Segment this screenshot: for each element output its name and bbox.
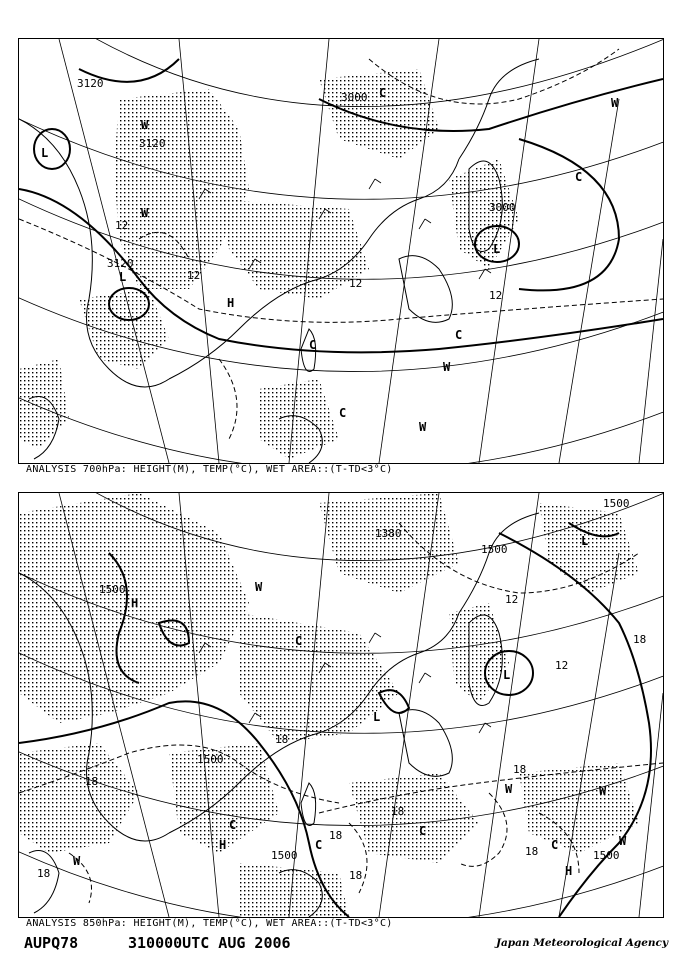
caption-700hpa: ANALYSIS 700hPa: HEIGHT(M), TEMP(°C), WET AREA::(T-TD<3°C) <box>26 464 393 475</box>
height-label: 1380 <box>375 527 402 540</box>
cold-center: C <box>455 328 463 342</box>
warm-center: W <box>599 784 607 798</box>
high-center: H <box>565 864 573 878</box>
temp-label: 12 <box>187 269 201 282</box>
height-label: 3000 <box>341 91 368 104</box>
height-label: 1500 <box>481 543 508 556</box>
cold-center: C <box>419 824 427 838</box>
agency-name: Japan Meteorological Agency <box>496 937 669 949</box>
height-label: 3120 <box>107 257 134 270</box>
cold-center: C <box>339 406 347 420</box>
temp-label: 12 <box>349 277 363 290</box>
cold-center: C <box>575 170 583 184</box>
temp-label: 12 <box>115 219 129 232</box>
warm-center: W <box>255 580 263 594</box>
low-center: L <box>119 270 127 284</box>
warm-center: W <box>141 206 149 220</box>
low-center: L <box>581 534 589 548</box>
temp-label: 18 <box>513 763 527 776</box>
temp-label: 18 <box>349 869 363 882</box>
analysis-time: 310000UTC AUG 2006 <box>128 934 291 952</box>
temp-label: 18 <box>525 845 539 858</box>
high-center: H <box>227 296 235 310</box>
caption-850hpa: ANALYSIS 850hPa: HEIGHT(M), TEMP(°C), WET AREA::(T-TD<3°C) <box>26 918 393 929</box>
cold-center: C <box>309 338 317 352</box>
temp-label: 18 <box>329 829 343 842</box>
warm-center: W <box>443 360 451 374</box>
map-panel-850hpa <box>18 492 664 918</box>
height-label: 3120 <box>139 137 166 150</box>
height-label: 3120 <box>77 77 104 90</box>
map-700hpa-svg <box>19 39 663 463</box>
wet-area-stipple <box>19 69 519 459</box>
temp-label: 18 <box>633 633 647 646</box>
temp-label: 12 <box>555 659 569 672</box>
height-label: 1500 <box>99 583 126 596</box>
height-label: 1500 <box>603 497 630 510</box>
low-center: L <box>41 146 49 160</box>
temp-label: 12 <box>505 593 519 606</box>
high-center: H <box>131 596 139 610</box>
height-label: 3000 <box>489 201 516 214</box>
cold-center: C <box>295 634 303 648</box>
cold-center: C <box>551 838 559 852</box>
warm-center: W <box>505 782 513 796</box>
warm-center: W <box>619 834 627 848</box>
cold-center: C <box>379 86 387 100</box>
cold-center: C <box>315 838 323 852</box>
cold-center: C <box>229 818 237 832</box>
warm-center: W <box>141 118 149 132</box>
map-panel-700hpa <box>18 38 664 464</box>
warm-center: W <box>419 420 427 434</box>
temp-label: 18 <box>275 733 289 746</box>
temp-label: 18 <box>391 805 405 818</box>
warm-center: W <box>73 854 81 868</box>
low-center: L <box>493 242 501 256</box>
height-label: 1500 <box>197 753 224 766</box>
height-label: 1500 <box>271 849 298 862</box>
map-850hpa-svg <box>19 493 663 917</box>
height-label: 1500 <box>593 849 620 862</box>
temp-label: 18 <box>37 867 51 880</box>
low-center: L <box>373 710 381 724</box>
warm-center: W <box>611 96 619 110</box>
high-center: H <box>219 838 227 852</box>
temp-label: 18 <box>85 775 99 788</box>
temp-label: 12 <box>489 289 503 302</box>
chart-code: AUPQ78 <box>24 934 79 952</box>
low-center: L <box>503 668 511 682</box>
